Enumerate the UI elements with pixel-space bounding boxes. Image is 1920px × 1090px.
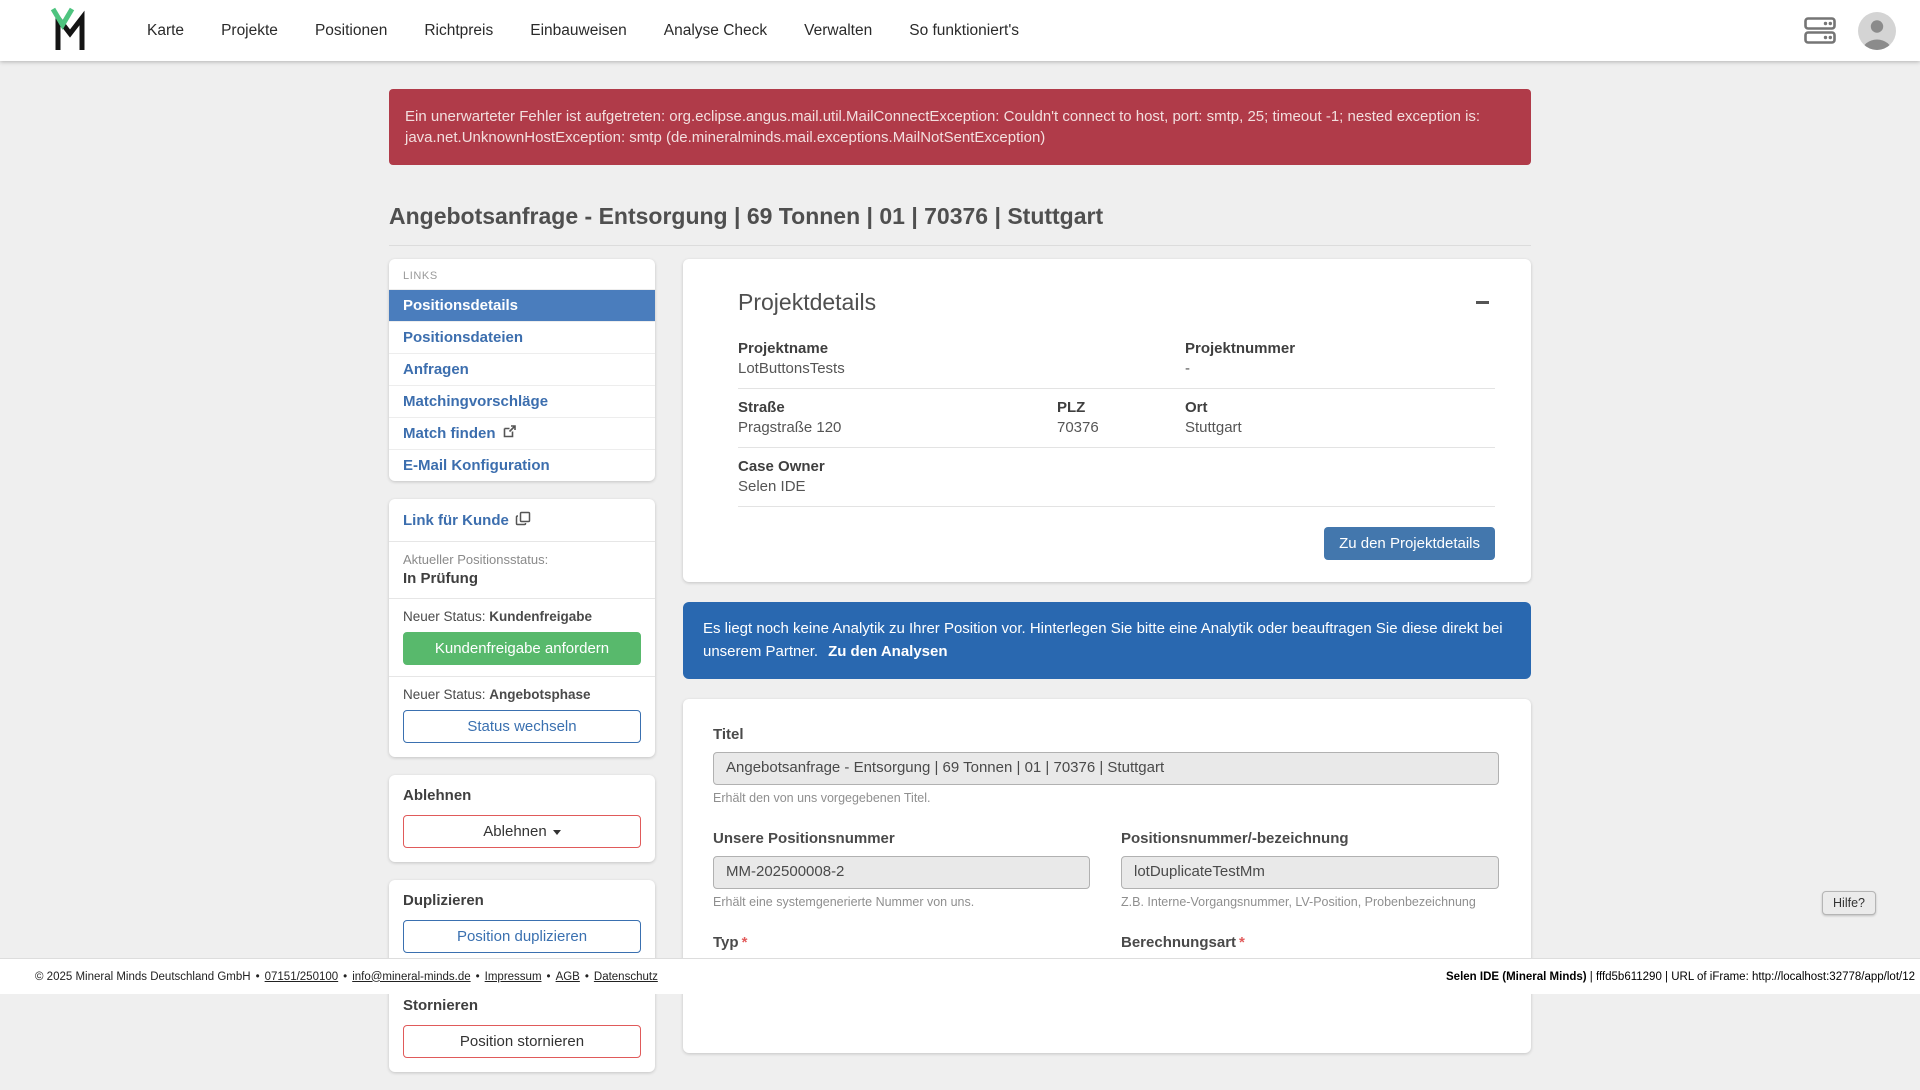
hilfe-button[interactable]: Hilfe? [1822, 891, 1876, 915]
projektname-label: Projektname [738, 340, 829, 357]
unsere-positionsnummer-label: Unsere Positionsnummer [713, 830, 895, 847]
new-status-line-2 [403, 687, 641, 702]
status-wechseln-button[interactable]: Status wechseln [403, 710, 641, 743]
footer-left [35, 971, 658, 983]
ort-label: Ort [1185, 399, 1208, 416]
main-content [683, 259, 1531, 1071]
link-fuer-kunde-link[interactable] [403, 511, 531, 530]
strasse-value: Pragstraße 120 [738, 419, 842, 436]
main-navigation [147, 22, 1019, 40]
sidebar-item-positionsdetails[interactable] [389, 289, 655, 321]
sidebar-item-label: Anfragen [403, 361, 469, 378]
plz-label: PLZ [1057, 399, 1086, 416]
case-owner-label: Case Owner [738, 458, 825, 475]
page-title: Angebotsanfrage - Entsorgung | 69 Tonnen | 01 | 70376 | Stuttgart [389, 203, 1104, 229]
sidebar-item-email-konfiguration[interactable] [389, 449, 655, 481]
footer-agb-link[interactable]: AGB [555, 970, 580, 983]
positionsnummer-label: Positionsnummer/-bezeichnung [1121, 830, 1349, 847]
duplizieren-card [389, 880, 655, 967]
divider [389, 541, 655, 542]
links-card-header: LINKS [403, 270, 438, 282]
unsere-positionsnummer-input[interactable]: MM-202500008-2 [713, 856, 1090, 889]
footer-session-info [1446, 971, 1915, 983]
titel-label: Titel [713, 726, 744, 743]
links-card [389, 259, 655, 481]
new-status-line-1 [403, 609, 641, 624]
position-duplizieren-button[interactable]: Position duplizieren [403, 920, 641, 953]
status-card [389, 499, 655, 757]
copy-icon [516, 511, 531, 530]
nav-item-projekte[interactable]: Projekte [221, 21, 278, 39]
footer-copyright: © 2025 Mineral Minds Deutschland GmbH [35, 970, 251, 983]
positionsnummer-helper: Z.B. Interne-Vorgangsnummer, LV-Position, Probenbezeichnung [1121, 895, 1476, 909]
berechnungsart-label-text: Berechnungsart [1121, 934, 1237, 951]
footer-datenschutz-link[interactable]: Datenschutz [593, 970, 658, 983]
case-owner-value: Selen IDE [738, 478, 806, 495]
sidebar-item-label: Match finden [403, 425, 496, 442]
new-status-prefix: Neuer Status: [403, 609, 490, 624]
position-form-card [683, 699, 1531, 1053]
nav-item-einbauweisen[interactable]: Einbauweisen [530, 21, 627, 39]
projektnummer-label: Projektnummer [1185, 340, 1296, 357]
nav-item-richtpreis[interactable]: Richtpreis [424, 21, 494, 39]
current-status-value: In Prüfung [403, 570, 478, 587]
ablehnen-button-label: Ablehnen [483, 823, 547, 840]
error-alert-banner [389, 89, 1531, 165]
position-stornieren-button[interactable]: Position stornieren [403, 1025, 641, 1058]
berechnungsart-label [1121, 934, 1499, 951]
divider [389, 598, 655, 599]
typ-label-text: Typ [713, 934, 739, 951]
collapse-minus-icon[interactable] [1470, 295, 1495, 310]
footer-separator: • [255, 970, 260, 983]
user-avatar[interactable] [1858, 12, 1896, 50]
footer-separator: • [546, 970, 551, 983]
server-stack-icon[interactable] [1804, 17, 1836, 44]
sidebar-item-anfragen[interactable] [389, 353, 655, 385]
projektdetails-card [683, 259, 1531, 582]
sidebar-item-positionsdateien[interactable] [389, 321, 655, 353]
projektdetails-title: Projektdetails [738, 289, 877, 315]
sidebar-item-label: Matchingvorschläge [403, 393, 549, 410]
footer [0, 958, 1920, 994]
title-divider [389, 245, 1531, 246]
sidebar-item-matchingvorschlaege[interactable] [389, 385, 655, 417]
footer-separator: • [343, 970, 348, 983]
sidebar-item-match-finden[interactable] [389, 417, 655, 449]
footer-phone-link[interactable]: 07151/250100 [264, 970, 339, 983]
titel-helper: Erhält den von uns vorgegebenen Titel. [713, 791, 931, 805]
caret-down-icon [553, 830, 561, 835]
table-row [738, 389, 1495, 448]
nav-item-verwalten[interactable]: Verwalten [804, 21, 873, 39]
kundenfreigabe-anfordern-button[interactable]: Kundenfreigabe anfordern [403, 632, 641, 665]
footer-impressum-link[interactable]: Impressum [484, 970, 542, 983]
sidebar-item-label: Positionsdateien [403, 329, 524, 346]
projektname-value: LotButtonsTests [738, 360, 845, 377]
footer-separator: • [475, 970, 480, 983]
mineral-minds-logo-icon [49, 5, 91, 56]
nav-item-analyse-check[interactable]: Analyse Check [663, 21, 768, 39]
zu-den-projektdetails-button[interactable]: Zu den Projektdetails [1324, 527, 1495, 560]
app-logo[interactable] [49, 5, 91, 56]
new-status-value: Kundenfreigabe [489, 609, 593, 624]
required-marker: * [741, 934, 748, 951]
projektnummer-value: - [1185, 360, 1190, 377]
required-marker: * [1239, 934, 1245, 951]
footer-separator: • [584, 970, 589, 983]
error-line-2: java.net.UnknownHostException: smtp (de.mineralminds.mail.exceptions.MailNotSentException) [405, 129, 1046, 146]
new-status-prefix: Neuer Status: [403, 687, 490, 702]
ort-value: Stuttgart [1185, 419, 1242, 436]
external-link-icon [503, 425, 516, 442]
table-row [738, 340, 1495, 389]
ablehnen-dropdown-button[interactable] [403, 815, 641, 848]
positionsnummer-input[interactable]: lotDuplicateTestMm [1121, 856, 1499, 889]
divider [389, 676, 655, 677]
zu-den-analysen-link[interactable]: Zu den Analysen [828, 642, 948, 660]
duplizieren-card-title: Duplizieren [403, 892, 484, 909]
error-line-1: Ein unerwarteter Fehler ist aufgetreten: org.eclipse.angus.mail.util.MailConnectException: Couldn't connect to host, port: smtp, 25; timeout -1; nested exception is: [405, 108, 1481, 125]
ablehnen-card [389, 775, 655, 862]
stornieren-card [389, 985, 655, 1072]
footer-iframe-url: | fffd5b611290 | URL of iFrame: http://localhost:32778/app/lot/12 [1586, 970, 1915, 983]
titel-input[interactable]: Angebotsanfrage - Entsorgung | 69 Tonnen | 01 | 70376 | Stuttgart [713, 752, 1499, 785]
stornieren-card-title: Stornieren [403, 997, 479, 1014]
ablehnen-card-title: Ablehnen [403, 787, 472, 804]
nav-item-so-funktionierts[interactable]: So funktioniert's [909, 21, 1020, 39]
unsere-positionsnummer-helper: Erhält eine systemgenerierte Nummer von uns. [713, 895, 975, 909]
analytik-info-text: Es liegt noch keine Analytik zu Ihrer Position vor. Hinterlegen Sie bitte eine Analytik oder beauftragen Sie diese direkt bei unserem Partner. [703, 620, 1503, 660]
table-row [738, 448, 1495, 507]
plz-value: 70376 [1057, 419, 1099, 436]
sidebar-item-label: Positionsdetails [403, 297, 519, 314]
nav-item-karte[interactable]: Karte [147, 21, 185, 39]
nav-item-positionen[interactable]: Positionen [314, 21, 388, 39]
typ-label [713, 934, 1090, 951]
top-navbar [0, 0, 1920, 61]
sidebar-item-label: E-Mail Konfiguration [403, 457, 550, 474]
strasse-label: Straße [738, 399, 785, 416]
link-fuer-kunde-label: Link für Kunde [403, 512, 509, 529]
analytik-info-banner [683, 602, 1531, 679]
new-status-value: Angebotsphase [489, 687, 591, 702]
footer-user: Selen IDE (Mineral Minds) [1446, 970, 1587, 983]
project-details-table [738, 340, 1495, 507]
current-status-label: Aktueller Positionsstatus: [403, 552, 549, 567]
footer-email-link[interactable]: info@mineral-minds.de [352, 970, 471, 983]
